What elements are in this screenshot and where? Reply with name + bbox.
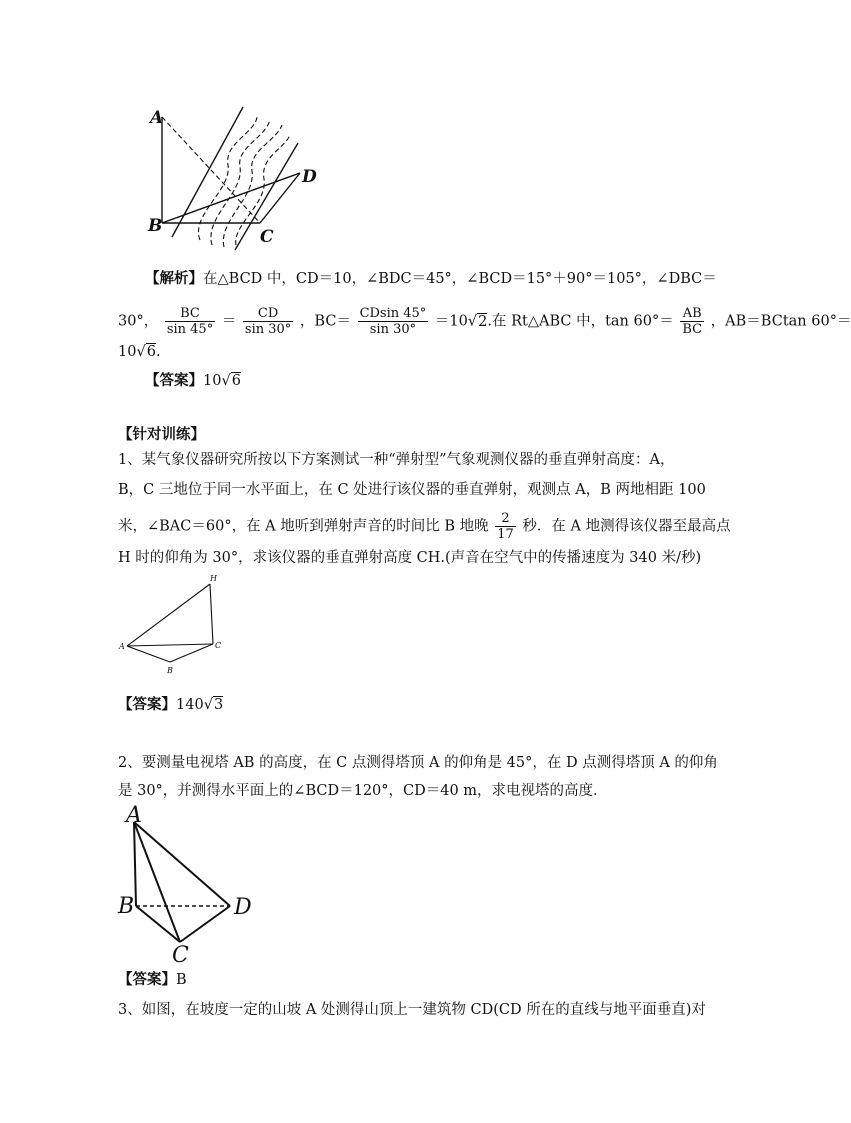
radicand-6: 6 <box>146 344 156 360</box>
solution-line-2: 30°， $\frac{BC}{\sin 45^\circ}$ ＝ $\frac{CD}{\sin 30^\circ}$ ，BC＝ $\frac{CDsin 45^\circ}{\sin 30^\circ}$ ＝10√2.在 Rt△ABC 中，tan 60°＝ $\frac{AB}{BC}$ ，AB＝BCtan 60°＝ <box>118 306 851 337</box>
line-ad <box>134 822 230 906</box>
fraction-ab-bc: $\frac{AB}{BC}$ <box>682 306 703 337</box>
q3-line-1: 3、如图，在坡度一定的山坡 A 处测得山顶上一建筑物 CD(CD 所在的直线与地平面垂直)对 <box>118 1002 706 1018</box>
q1-text-3a: 米，∠BAC＝60°，在 A 地听到弹射声音的时间比 B 地晚 <box>118 518 489 535</box>
label-b: B <box>118 894 135 919</box>
label-b: B <box>167 666 173 675</box>
label-c: C <box>260 227 274 247</box>
line-ab <box>134 822 136 906</box>
equals-sign: ＝ <box>221 313 237 330</box>
solution-text-2a: 30°， <box>118 313 159 330</box>
q1-line-1: 1、某气象仪器研究所按以下方案测试一种“弹射型”气象观测仪器的垂直弹射高度：A， <box>118 452 675 468</box>
line-ab <box>127 646 170 662</box>
label-a: A <box>150 108 164 128</box>
q1-line-3 <box>118 511 731 542</box>
label-d: D <box>234 895 252 920</box>
q1-line-2: B，C 三地位于同一水平面上，在 C 处进行该仪器的垂直弹射，观测点 A，B 两地相距 100 <box>118 482 706 498</box>
fraction-bc-sin45: $\frac{BC}{\sin 45^\circ}$ <box>166 306 214 337</box>
radicand-2: 2 <box>478 313 488 330</box>
line-hc <box>210 584 213 644</box>
answer-1: 【答案】10√6 <box>145 372 241 389</box>
figure-tv-tower <box>112 802 262 968</box>
q1-line-4: H 时的仰角为 30°，求该仪器的垂直弹射高度 CH.(声音在空气中的传播速度为 340 米/秒) <box>118 550 702 566</box>
line-ah <box>127 584 210 646</box>
fraction-cd-sin30: $\frac{CD}{\sin 30^\circ}$ <box>244 306 292 337</box>
q2-answer-tag: 【答案】 <box>118 971 176 988</box>
figure-q1-triangle <box>115 572 230 680</box>
line-bc <box>170 644 213 662</box>
solution-line-3: 10√6. <box>118 344 161 360</box>
line-ac-dashed <box>162 117 260 223</box>
solution-line-1 <box>145 268 717 290</box>
solution-text-1: 在△BCD 中，CD＝10，∠BDC＝45°，∠BCD＝15°＋90°＝105°，∠DBC＝ <box>203 271 717 287</box>
solution-text-3b: . <box>155 344 161 360</box>
line-cd <box>180 906 230 942</box>
q1-answer-value: 140 <box>176 697 204 713</box>
label-a: A <box>119 642 125 651</box>
label-b: B <box>148 216 163 236</box>
figure-mountain-diagram <box>140 95 340 255</box>
solution-text-2e: ，AB＝BCtan 60°＝ <box>710 313 851 330</box>
label-c: C <box>172 943 189 968</box>
q1-answer: 【答案】140√3 <box>118 696 224 713</box>
q1-text-3b: 秒．在 A 地测得该仪器至最高点 <box>522 518 731 535</box>
q2-line-2: 是 30°，并测得水平面上的∠BCD＝120°，CD＝40 m，求电视塔的高度． <box>118 783 608 799</box>
solution-text-3a: 10 <box>118 344 137 360</box>
solution-text-2b: ，BC＝ <box>299 313 351 330</box>
answer-1-radicand: 6 <box>231 373 241 389</box>
solution-text-2c: ＝10 <box>434 313 468 330</box>
q2-answer <box>118 969 678 991</box>
line-ac <box>127 644 213 646</box>
q1-answer-radicand: 3 <box>213 697 224 713</box>
fraction-cdsin45-sin30: $\frac{CDsin 45^\circ}{\sin 30^\circ}$ <box>359 306 427 337</box>
q2-line-1: 2、要测量电视塔 AB 的高度，在 C 点测得塔顶 A 的仰角是 45°，在 D 点测得塔顶 A 的仰角 <box>118 755 718 771</box>
parallel-line-left <box>172 107 243 237</box>
label-a: A <box>126 803 142 828</box>
answer-1-tag: 【答案】 <box>145 372 203 389</box>
solution-tag: 【解析】 <box>145 270 203 287</box>
label-c: C <box>215 641 222 650</box>
label-d: D <box>302 167 317 187</box>
q1-fraction-2-17: $\frac{2}{17}$ <box>497 511 514 542</box>
q2-answer-value: B <box>176 972 187 988</box>
q1-answer-tag: 【答案】 <box>118 696 176 713</box>
label-h: H <box>210 574 217 583</box>
training-title: 【针对训练】 <box>118 426 205 443</box>
answer-1-value: 10 <box>203 373 222 389</box>
solution-text-2d: .在 Rt△ABC 中，tan 60°＝ <box>487 313 674 330</box>
